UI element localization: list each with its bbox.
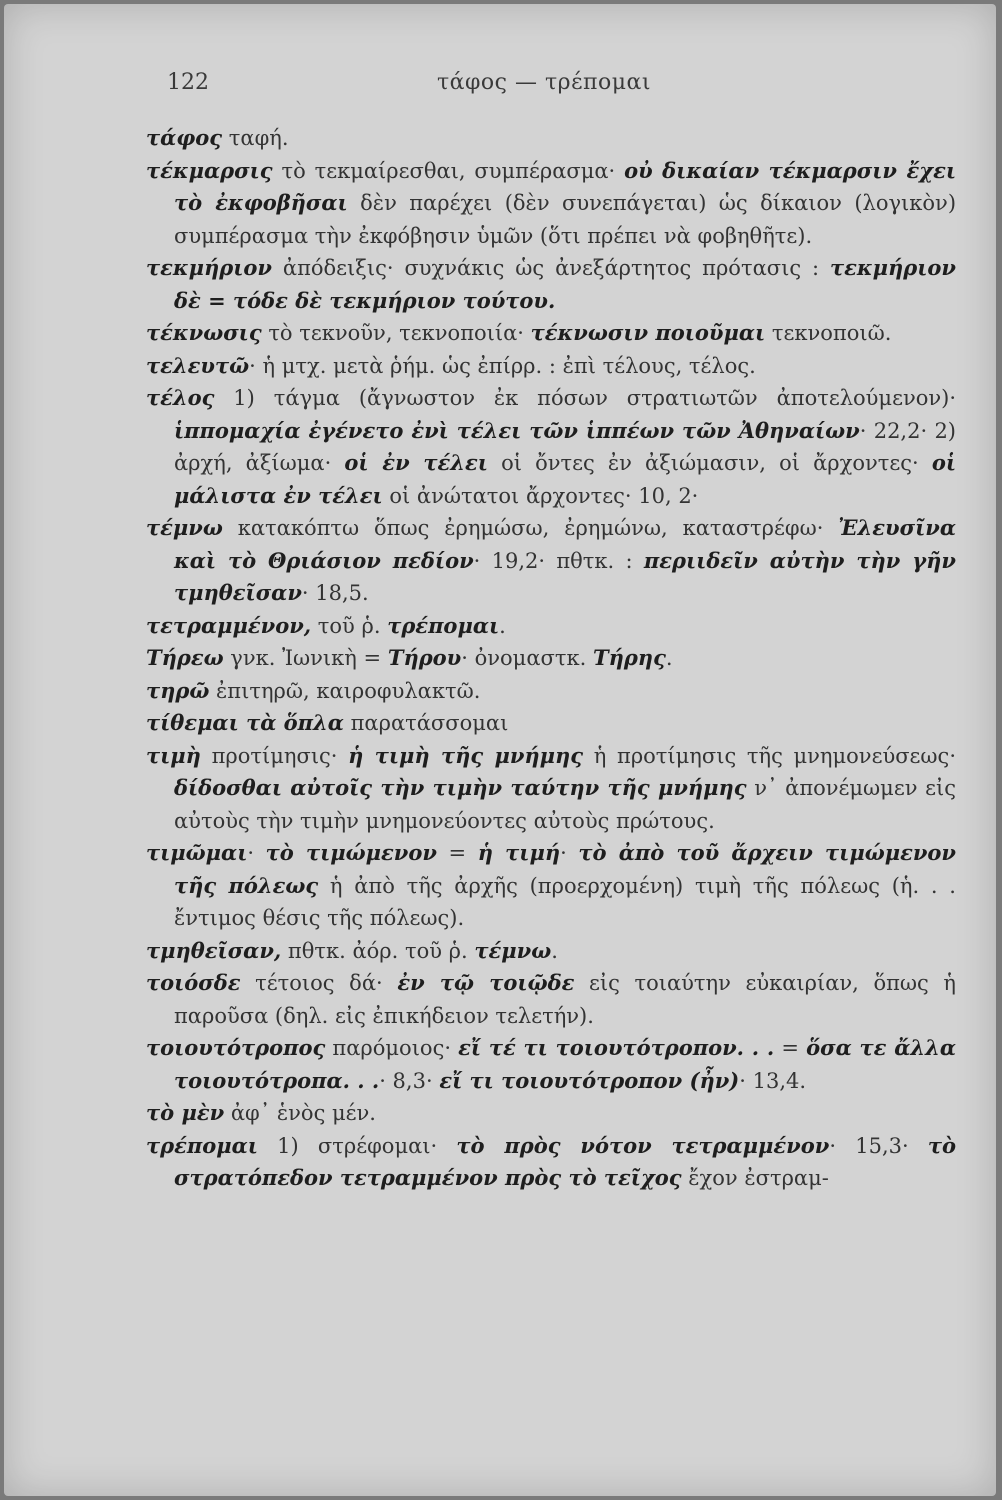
entry-definition: τεκνοποιῶ.	[765, 321, 892, 345]
entry-example: Ἐλευσῖνα καὶ τὸ Θριάσιον πεδίον	[174, 515, 956, 573]
entry-definition: 1) τάγμα (ἄγνωστον ἐκ πόσων στρατιωτῶν ἀποτελούμενον)·	[214, 386, 956, 410]
dictionary-entry	[146, 350, 956, 383]
entry-headword: τάφος	[146, 125, 223, 150]
entry-example: Τήρου	[387, 645, 462, 670]
entry-headword: τηρῶ	[146, 677, 210, 703]
dictionary-entry	[146, 1097, 956, 1130]
entry-headword: τέκνωσις	[146, 320, 262, 345]
entry-definition: ἡ προτίμησις τῆς μνημονεύσεως·	[583, 743, 956, 768]
dictionary-entry	[146, 317, 956, 350]
entry-example: τέμνω	[474, 937, 552, 963]
entry-definition: οἱ ὄντες ἐν ἀξιώμασιν, οἱ ἄρχοντες·	[487, 451, 932, 475]
dictionary-entry	[146, 252, 956, 317]
dictionary-entry	[146, 707, 956, 740]
dictionary-entry	[146, 642, 956, 675]
entry-definition: ·	[247, 841, 266, 865]
entry-definition: · ὀνομαστκ.	[461, 646, 593, 670]
dictionary-entry	[146, 122, 956, 155]
entry-headword: τιμὴ	[146, 742, 201, 768]
entry-definition: παρατάσσομαι	[343, 711, 509, 735]
page-number: 122	[167, 70, 209, 95]
entry-example: τὸ τιμώμενον	[265, 840, 437, 865]
entry-headword: τίθεμαι τὰ ὅπλα	[146, 710, 344, 735]
entry-headword: τοιουτότροπος	[146, 1035, 326, 1060]
entry-headword: τοιόσδε	[146, 970, 241, 995]
entry-headword: τρέπομαι	[146, 1132, 258, 1158]
entry-example: οἱ ἐν τέλει	[344, 450, 488, 475]
entry-definition: τὸ τεκμαίρεσθαι, συμπέρασμα·	[272, 158, 625, 183]
entry-definition: .	[499, 613, 506, 638]
entry-definition: πθτκ. ἀόρ. τοῦ ῥ.	[281, 938, 475, 963]
entry-definition: ταφή.	[222, 126, 289, 150]
entry-example: ἱππομαχία ἐγένετο ἐνὶ τέλει τῶν ἱππέων τῶν Ἀθηναίων	[174, 417, 860, 443]
book-page	[4, 4, 996, 1496]
dictionary-entry	[146, 935, 956, 968]
entry-headword: τὸ μὲν	[146, 1100, 225, 1125]
entry-example: τρέπομαι	[387, 612, 500, 638]
entry-definition: ·	[560, 841, 579, 865]
entry-example: τὸ στρατόπεδον τετραμμένον πρὸς τὸ τεῖχος	[174, 1132, 957, 1190]
entry-headword: Τήρεω	[146, 645, 224, 670]
entry-example: οὐ δικαίαν τέκμαρσιν ἔχει τὸ ἐκφοβῆσαι	[174, 157, 956, 215]
entry-headword: τέμνω	[146, 515, 223, 540]
entry-example: περιιδεῖν αὐτὴν τὴν γῆν τμηθεῖσαν	[174, 547, 956, 605]
dictionary-entry	[146, 1032, 956, 1097]
entry-example: εἴ τέ τι τοιουτότροπον. . .	[458, 1035, 775, 1060]
dictionary-entry	[146, 675, 956, 708]
entry-headword: τμηθεῖσαν,	[146, 937, 282, 963]
dictionary-entry	[146, 967, 956, 1032]
dictionary-entry	[146, 382, 956, 512]
entry-definition: ἀπόδειξις· συχνάκις ὡς ἀνεξάρτητος πρότασις :	[271, 256, 831, 280]
page-header	[167, 70, 907, 106]
entry-definition: ἐπιτηρῶ, καιροφυλακτῶ.	[209, 678, 481, 703]
entry-definition: · 15,3·	[829, 1133, 928, 1158]
entry-headword: τέκμαρσις	[146, 157, 273, 183]
entry-definition: παρόμοιος·	[325, 1036, 459, 1060]
entry-example: τεκμήριον δὲ = τόδε δὲ τεκμήριον τούτου.	[174, 255, 956, 313]
entry-definition: τέτοιος δά·	[240, 971, 398, 995]
entry-definition: · 19,2· πθτκ. :	[473, 548, 644, 573]
entry-definition: · 8,3·	[379, 1068, 440, 1093]
entry-example: Τήρης	[592, 645, 666, 670]
entry-definition: ν᾽ ἀπονέμωμεν εἰς αὐτοὺς τὴν τιμὴν μνημονεύοντες αὐτοὺς πρώτους.	[174, 776, 956, 833]
entry-headword: τιμῶμαι	[146, 840, 248, 865]
entry-definition: κατακόπτω ὅπως ἐρημώσω, ἐρημώνω, καταστρέφω·	[222, 516, 839, 540]
entry-example: τέκνωσιν ποιοῦμαι	[530, 320, 766, 345]
entry-definition: ἀφ᾽ ἑνὸς μέν.	[224, 1101, 376, 1125]
entry-definition: οἱ ἀνώτατοι ἄρχοντες· 10, 2·	[382, 483, 699, 508]
entry-example: ἡ τιμή	[477, 840, 561, 865]
entry-definition: τὸ τεκνοῦν, τεκνοποιία·	[261, 321, 531, 345]
entry-definition: τοῦ ῥ.	[311, 613, 388, 638]
entry-example: ὅσα τε ἄλλα τοιουτότροπα. . .	[174, 1035, 956, 1093]
entry-example: τὸ πρὸς νότον τετραμμένον	[456, 1132, 830, 1158]
entry-definition: · ἡ μτχ. μετὰ ῥήμ. ὡς ἐπίρρ. : ἐπὶ τέλους, τέλος.	[249, 353, 756, 378]
dictionary-entry	[146, 512, 956, 610]
entry-definition: δὲν παρέχει (δὲν συνεπάγεται) ὡς δίκαιον (λογικὸν) συμπέρασμα τὴν ἐκφόβησιν ὑμῶν (ὅτι πρέπει νὰ φοβηθῆτε).	[174, 191, 957, 248]
dictionary-entries	[146, 122, 956, 1195]
entry-example: οἱ μάλιστα ἐν τέλει	[174, 450, 956, 508]
dictionary-entry	[146, 610, 956, 643]
entry-headword: τεκμήριον	[146, 255, 272, 280]
entry-headword: τέλος	[146, 385, 215, 410]
entry-example: ἐν τῷ τοιῷδε	[397, 970, 575, 995]
entry-example: ἡ τιμὴ τῆς μνήμης	[348, 742, 584, 768]
entry-definition: .	[551, 938, 558, 963]
entry-definition: ἔχον ἐστραμ-	[681, 1166, 829, 1190]
dictionary-entry	[146, 155, 956, 253]
entry-headword: τετραμμένον,	[146, 612, 312, 638]
entry-definition: =	[774, 1036, 807, 1060]
running-title: τάφος — τρέπομαι	[437, 70, 651, 95]
entry-definition: γνκ. Ἰωνικὴ =	[223, 646, 388, 670]
entry-definition: 1) στρέφομαι·	[257, 1133, 457, 1158]
entry-example: εἴ τι τοιουτότροπον (ἦν)	[439, 1067, 740, 1093]
entry-definition: προτίμησις·	[200, 743, 349, 768]
dictionary-entry	[146, 837, 956, 935]
entry-definition: · 18,5.	[301, 581, 369, 605]
entry-definition: · 22,2· 2) ἀρχή, ἀξίωμα·	[174, 418, 957, 475]
entry-headword: τελευτῶ	[146, 352, 250, 378]
entry-definition: εἰς τοιαύτην εὐκαιρίαν, ὅπως ἡ παροῦσα (δηλ. εἰς ἐπικήδειον τελετήν).	[174, 971, 956, 1028]
dictionary-entry	[146, 1130, 956, 1195]
entry-definition: =	[436, 841, 478, 865]
dictionary-entry	[146, 740, 956, 838]
entry-definition: .	[665, 646, 673, 670]
entry-example: δίδοσθαι αὐτοῖς τὴν τιμὴν ταύτην τῆς μνήμης	[174, 775, 747, 800]
entry-definition: · 13,4.	[739, 1068, 807, 1093]
entry-example: τὸ ἀπὸ τοῦ ἄρχειν τιμώμενον τῆς πόλεως	[174, 840, 956, 898]
entry-definition: ἡ ἀπὸ τῆς ἀρχῆς (προερχομένη) τιμὴ τῆς πόλεως (ἡ. . . ἔντιμος θέσις τῆς πόλεως).	[174, 873, 956, 930]
